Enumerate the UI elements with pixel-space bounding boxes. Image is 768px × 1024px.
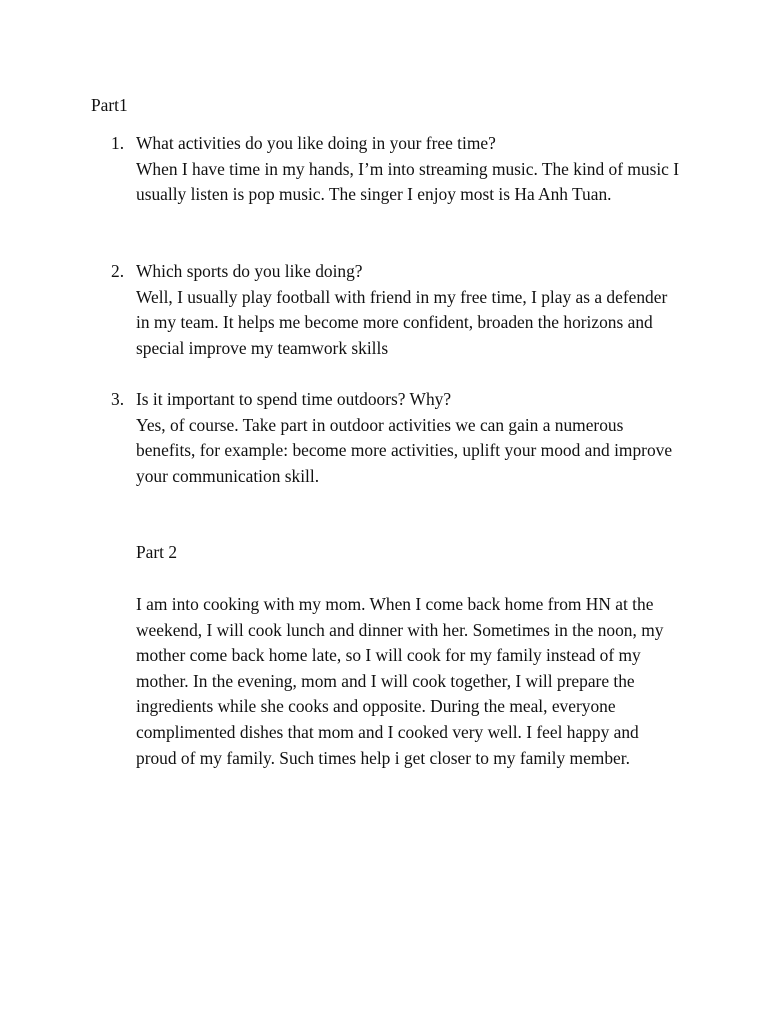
list-number: 2. <box>111 261 125 281</box>
question-item <box>111 131 681 208</box>
question-text: Which sports do you like doing? <box>136 261 363 281</box>
answer-text: Well, I usually play football with friend in my free time, I play as a defender in my team. It helps me become more confident, broaden the horizons and special improve my teamwork skills <box>136 286 668 358</box>
question-text: What activities do you like doing in your free time? <box>136 133 496 153</box>
part2-paragraph: I am into cooking with my mom. When I come back home from HN at the weekend, I will cook lunch and dinner with her. Sometimes in the noon, my mother come back home late, so I will cook for my family instead of my mother. In the evening, mom and I will cook together, I will prepare the ingredients while she cooks and opposite. During the meal, everyone complimented dishes that mom and I cooked very well. I feel happy and proud of my family. Such times help i get closer to my family member. <box>136 594 664 768</box>
answer-text: Yes, of course. Take part in outdoor activities we can gain a numerous benefits, for example: become more activities, uplift your mood and improve your communication skill. <box>136 414 673 486</box>
question-text: Is it important to spend time outdoors? Why? <box>136 389 452 409</box>
part2-heading: Part 2 <box>136 542 178 562</box>
list-number: 3. <box>111 389 125 409</box>
question-item <box>111 259 681 361</box>
answer-text: When I have time in my hands, I’m into streaming music. The kind of music I usually listen is pop music. The singer I enjoy most is Ha Anh Tuan. <box>136 158 680 205</box>
list-number: 1. <box>111 133 125 153</box>
part1-heading: Part1 <box>91 95 128 115</box>
question-item <box>111 387 681 489</box>
